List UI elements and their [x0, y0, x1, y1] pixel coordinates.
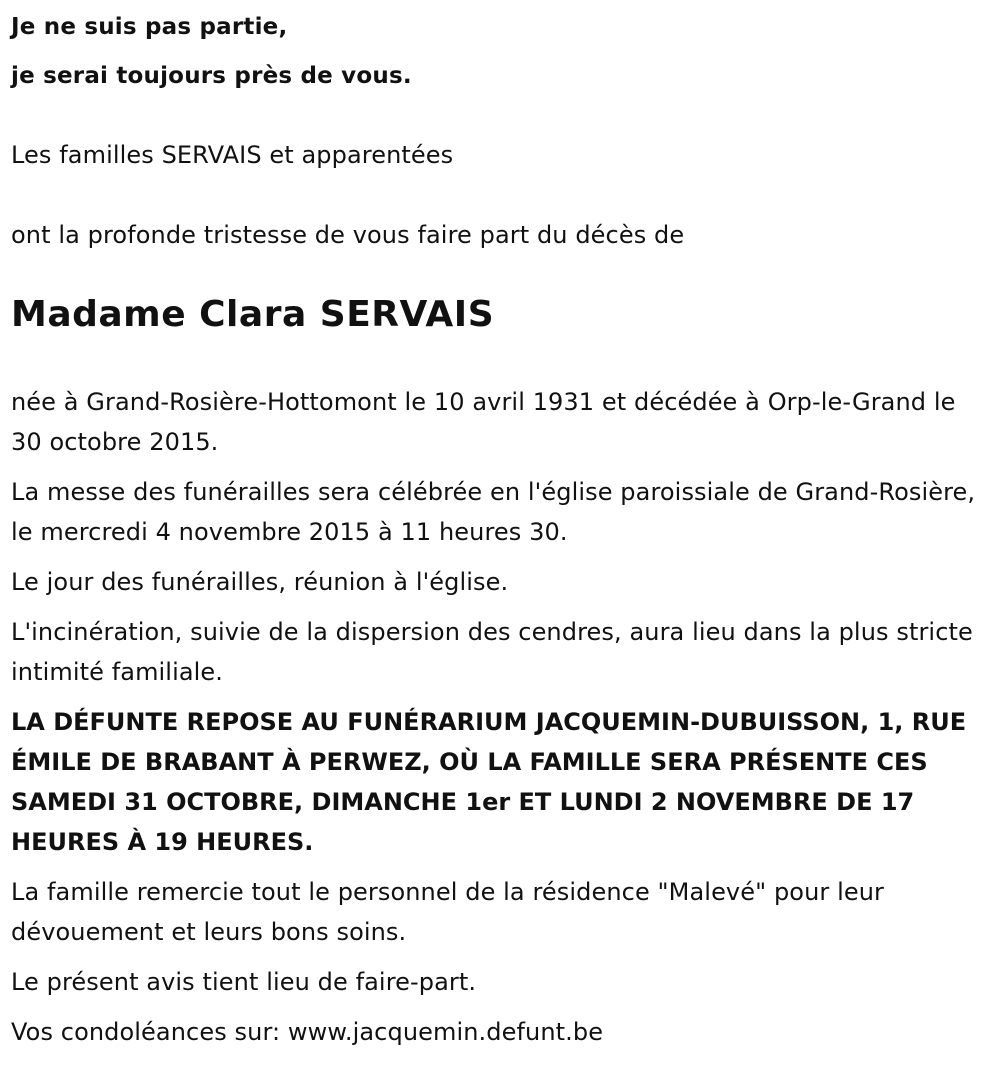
condolences-paragraph: Vos condoléances sur: www.jacquemin.defunt.be [11, 1018, 604, 1046]
deceased-name: Madame Clara SERVAIS [11, 294, 495, 335]
faire-part-paragraph: Le présent avis tient lieu de faire-part. [11, 968, 477, 996]
mass-paragraph: La messe des funérailles sera célébrée en l'église paroissiale de Grand-Rosière, le mercredi 4 novembre 2015 à 11 heures 30. [11, 478, 976, 546]
poem-line-1: Je ne suis pas partie, [11, 14, 288, 40]
funerarium-paragraph: LA DÉFUNTE REPOSE AU FUNÉRARIUM JACQUEMIN-DUBUISSON, 1, RUE ÉMILE DE BRABANT À PERWEZ, OÙ LA FAMILLE SERA PRÉSENTE CES SAMEDI 31 OCTOBRE, DIMANCHE 1er ET LUNDI 2 NOVEMBRE DE 17 HEURES À 19 HEURES. [11, 708, 967, 856]
notice-body [11, 382, 986, 1062]
cremation-paragraph: L'incinération, suivie de la dispersion des cendres, aura lieu dans la plus stricte intimité familiale. [11, 618, 973, 686]
meeting-paragraph: Le jour des funérailles, réunion à l'église. [11, 568, 509, 596]
poem-line-2: je serai toujours près de vous. [11, 63, 412, 89]
thanks-paragraph: La famille remercie tout le personnel de la résidence "Malevé" pour leur dévouement et leurs bons soins. [11, 878, 885, 946]
families-line: Les familles SERVAIS et apparentées [11, 141, 454, 169]
birth-death-paragraph: née à Grand-Rosière-Hottomont le 10 avril 1931 et décédée à Orp-le-Grand le 30 octobre 2015. [11, 388, 956, 456]
announcement-line: ont la profonde tristesse de vous faire part du décès de [11, 221, 685, 249]
